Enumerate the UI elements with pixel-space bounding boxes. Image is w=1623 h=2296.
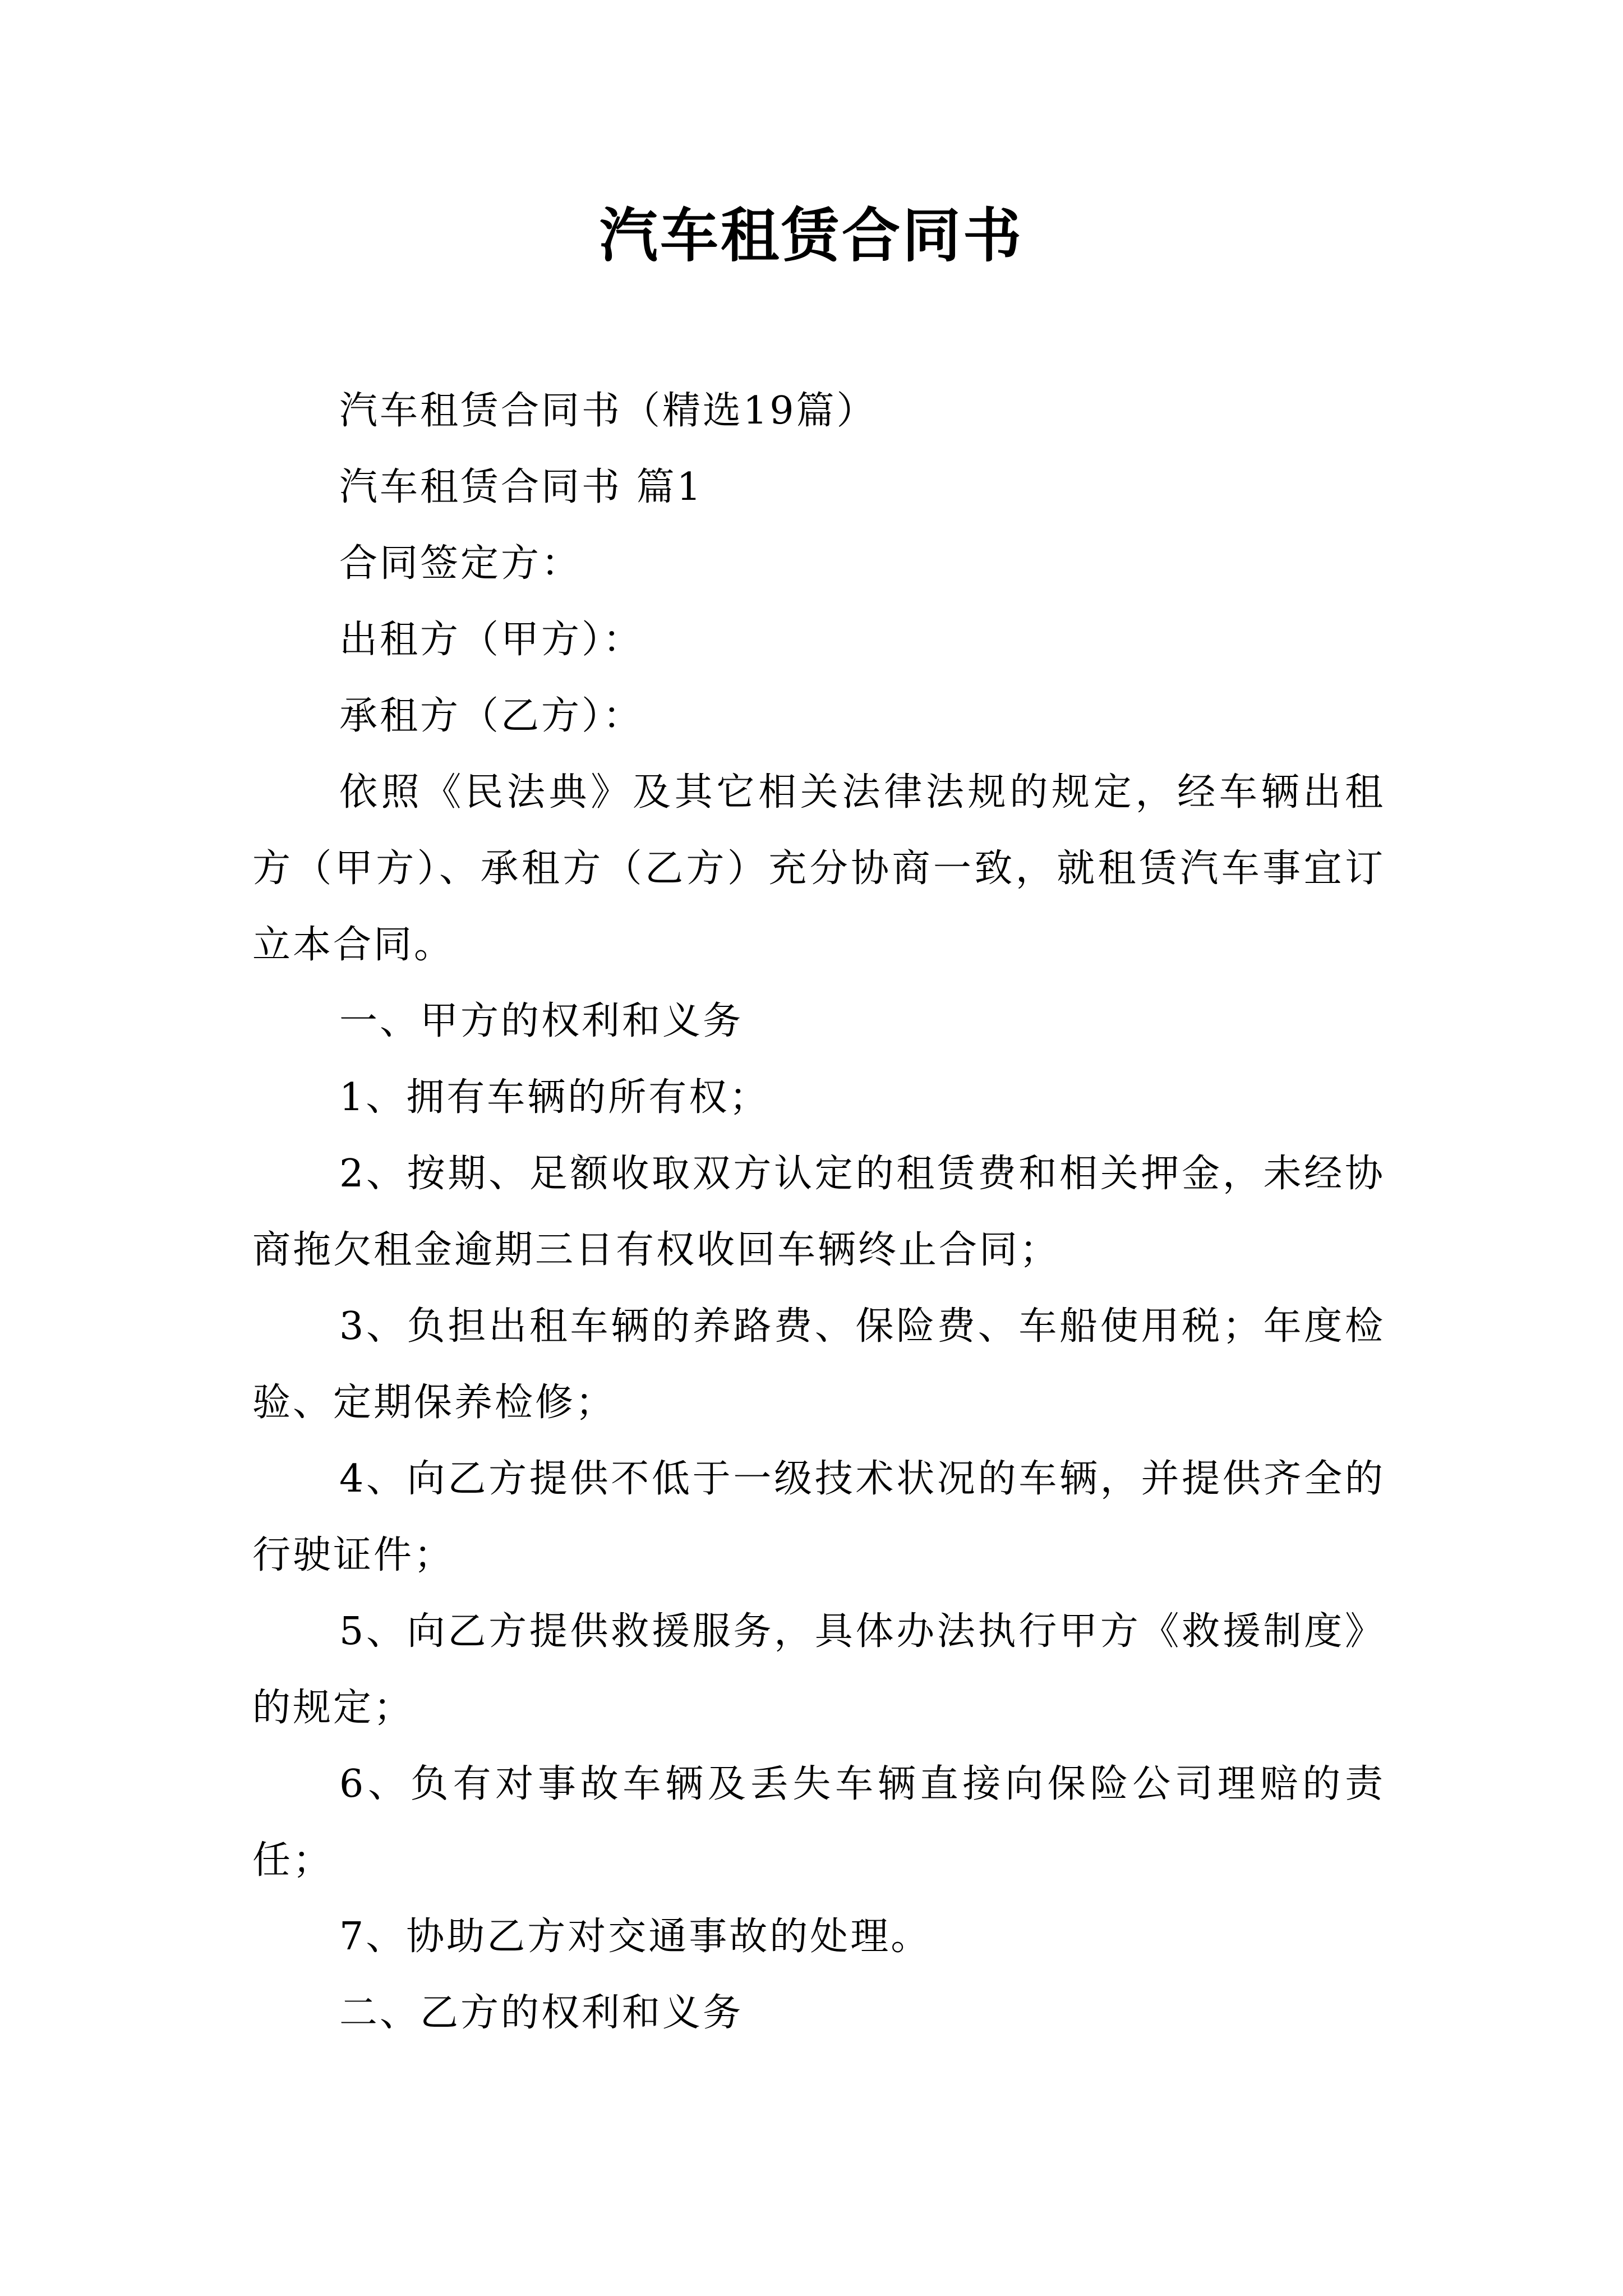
paragraph-section-heading: 汽车租赁合同书 篇1: [339, 465, 703, 509]
paragraph-lessee: 承租方（乙方）：: [339, 694, 644, 738]
paragraph-item-5: 5、向乙方提供救援服务，具体办法执行甲方《救援制度》的规定；: [252, 1609, 1385, 1730]
document-title: 汽车租赁合同书: [599, 201, 1023, 270]
paragraph-preamble: 依照《民法典》及其它相关法律法规的规定，经车辆出租方（甲方）、承租方（乙方）充分协商一致，就租赁汽车事宜订立本合同。: [252, 770, 1385, 967]
paragraph-party-b-heading: 二、乙方的权利和义务: [339, 1991, 744, 2035]
paragraph-item-4: 4、向乙方提供不低于一级技术状况的车辆，并提供齐全的行驶证件；: [252, 1457, 1385, 1577]
paragraph-party-a-heading: 一、甲方的权利和义务: [339, 999, 744, 1043]
paragraph-item-3: 3、负担出租车辆的养路费、保险费、车船使用税；年度检验、定期保养检修；: [252, 1304, 1385, 1425]
document-body: [252, 373, 1385, 2051]
paragraph-subtitle: 汽车租赁合同书（精选19篇）: [339, 389, 877, 433]
paragraph-contract-parties: 合同签定方：: [339, 541, 582, 586]
paragraph-item-6: 6、负有对事故车辆及丢失车辆直接向保险公司理赔的责任；: [252, 1762, 1385, 1883]
paragraph-item-1: 1、拥有车辆的所有权；: [339, 1075, 770, 1120]
paragraph-lessor: 出租方（甲方）：: [339, 618, 644, 662]
paragraph-item-2: 2、按期、足额收取双方认定的租赁费和相关押金，未经协商拖欠租金逾期三日有权收回车辆终止合同；: [252, 1152, 1385, 1272]
paragraph-item-7: 7、协助乙方对交通事故的处理。: [339, 1915, 932, 1959]
